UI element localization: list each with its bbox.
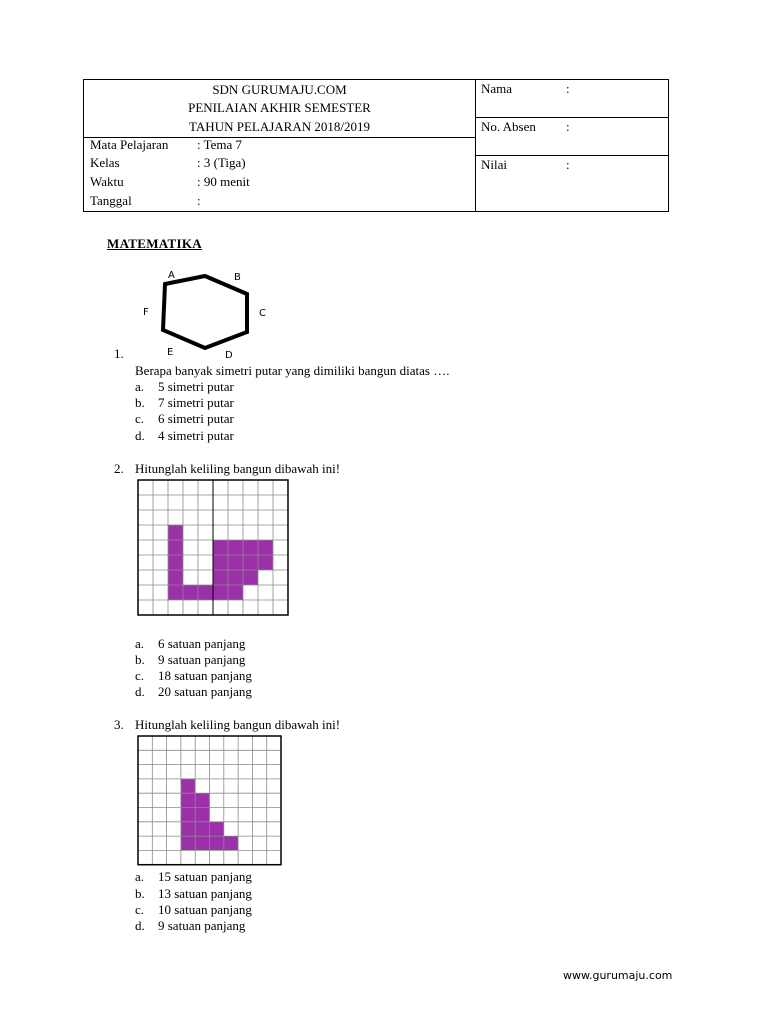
shaded-cell [198,585,213,600]
shaded-cell [195,836,209,850]
answer-option [135,902,252,918]
academic-year: TAHUN PELAJARAN 2018/2019 [189,119,370,134]
field-label-subject: Mata Pelajaran [90,137,169,152]
shaded-cell [213,540,228,555]
exam-header-table [83,79,669,212]
option-text: 13 satuan panjang [158,886,252,901]
option-text: 4 simetri putar [158,428,234,443]
exam-title: PENILAIAN AKHIR SEMESTER [188,100,371,115]
field-label-score: Nilai [481,157,507,172]
shaded-cell [181,808,195,822]
answer-option [135,411,234,427]
option-letter: a. [135,636,145,651]
field-label-absen: No. Absen [481,119,536,134]
option-letter: c. [135,668,145,683]
field-value-class: : 3 (Tiga) [197,155,246,170]
option-letter: a. [135,869,145,884]
footer-website: www.gurumaju.com [563,969,673,982]
field-label-name: Nama [481,81,513,96]
vertex-label-a: A [168,270,175,281]
option-text: 6 simetri putar [158,411,234,426]
shaded-cell [213,555,228,570]
shaded-cell [243,555,258,570]
shaded-cell [228,540,243,555]
field-label-date: Tanggal [90,193,132,208]
option-text: 10 satuan panjang [158,902,252,917]
answer-option [135,684,252,700]
field-label-class: Kelas [90,155,120,170]
answer-option [135,652,245,668]
option-text: 9 satuan panjang [158,652,246,667]
shaded-cell [168,555,183,570]
shaded-cell [228,585,243,600]
option-letter: d. [135,684,145,699]
shaded-cell [195,822,209,836]
question-text: Hitunglah keliling bangun dibawah ini! [135,461,341,476]
hexagon-shape [163,276,247,348]
school-name: SDN GURUMAJU.COM [212,82,347,97]
field-colon-score: : [566,157,570,172]
grid-figure-2 [137,479,290,618]
option-letter: b. [135,652,145,667]
shaded-cell [258,555,273,570]
shaded-cell [258,540,273,555]
option-letter: a. [135,379,145,394]
field-value-subject: : Tema 7 [197,137,243,152]
option-letter: c. [135,902,145,917]
subject-title: MATEMATIKA [107,236,202,251]
answer-option [135,668,252,684]
option-letter: b. [135,395,145,410]
option-text: 18 satuan panjang [158,668,252,683]
shaded-cell [168,540,183,555]
hexagon-figure [130,262,280,362]
option-text: 5 simetri putar [158,379,234,394]
shaded-cell [213,570,228,585]
vertex-label-e: E [167,347,174,358]
shaded-cell [181,822,195,836]
question-number: 3. [114,717,124,732]
answer-option [135,395,234,411]
answer-option [135,636,245,652]
vertex-label-b: B [234,272,241,283]
shaded-cell [168,570,183,585]
answer-option [135,428,234,444]
option-text: 20 satuan panjang [158,684,252,699]
vertex-label-d: D [225,350,233,361]
shaded-cell [181,836,195,850]
field-colon-absen: : [566,119,570,134]
shaded-cell [210,822,224,836]
field-value-date: : [197,193,201,208]
field-colon-name: : [566,81,570,96]
shaded-cell [181,793,195,807]
shaded-cell [210,836,224,850]
vertex-label-f: F [143,307,149,318]
shaded-cell [183,585,198,600]
shaded-cell [243,570,258,585]
header-divider [475,80,476,211]
option-text: 15 satuan panjang [158,869,252,884]
option-letter: d. [135,918,145,933]
shaded-cell [195,808,209,822]
option-text: 9 satuan panjang [158,918,246,933]
vertex-label-c: C [259,308,266,319]
option-letter: b. [135,886,145,901]
shaded-cell [213,585,228,600]
option-letter: d. [135,428,145,443]
field-label-time: Waktu [90,174,124,189]
question-number: 1. [114,346,124,361]
option-text: 7 simetri putar [158,395,234,410]
shaded-cell [181,779,195,793]
shaded-cell [224,836,238,850]
shaded-cell [195,793,209,807]
answer-option [135,379,234,395]
shaded-cell [168,585,183,600]
grid-figure-3 [137,735,283,868]
question-text: Hitunglah keliling bangun dibawah ini! [135,717,341,732]
option-letter: c. [135,411,145,426]
answer-option [135,918,245,934]
question-number: 2. [114,461,124,476]
option-text: 6 satuan panjang [158,636,246,651]
shaded-cell [243,540,258,555]
field-value-time: : 90 menit [197,174,250,189]
shaded-cell [228,555,243,570]
shaded-cell [168,525,183,540]
answer-option [135,869,252,885]
question-text: Berapa banyak simetri putar yang dimiliki bangun diatas …. [135,363,450,378]
shaded-cell [228,570,243,585]
answer-option [135,886,252,902]
